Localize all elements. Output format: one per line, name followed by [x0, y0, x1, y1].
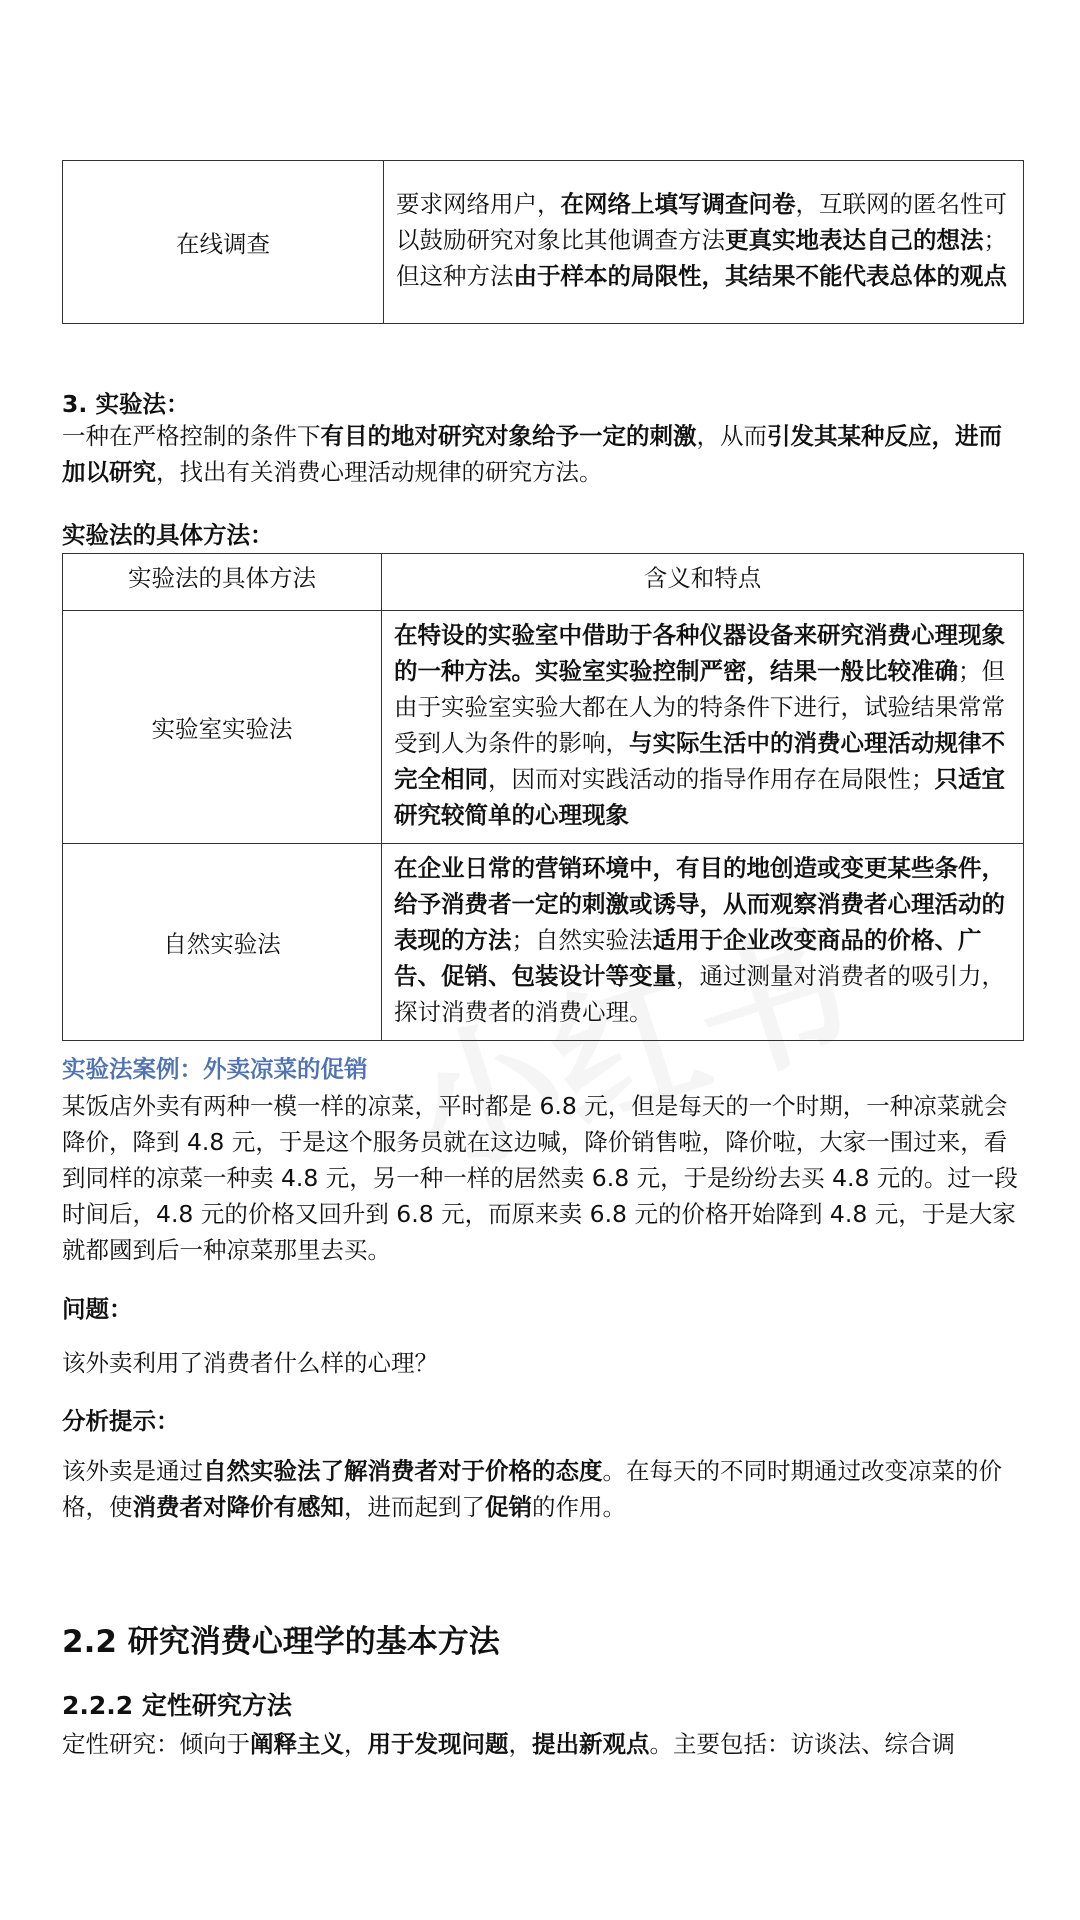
text-run: ，进而起到了 — [344, 1493, 485, 1521]
description-cell — [382, 844, 1024, 1041]
section-heading: 3. 实验法： — [62, 390, 190, 418]
bold-text: 更真实地表达自己的想法 — [725, 226, 984, 254]
text-run: ；但这种方法 — [396, 226, 1007, 290]
bold-text: 促销 — [485, 1493, 532, 1521]
description-cell — [384, 161, 1024, 324]
bold-text: 阐释主义 — [250, 1730, 344, 1758]
text-run: ，通过测量对消费者的吸引力，探讨消费者的消费心理。 — [394, 962, 1005, 1026]
bold-text: 提出新观点 — [532, 1730, 650, 1758]
text-run: ；自然实验法 — [511, 926, 653, 954]
bold-text: 在企业日常的营销环境中，有目的地创造或变更某些条件，给予消费者一定的刺激或诱导，从而观察消费者心理活动的表现的方法 — [394, 854, 1005, 954]
text-run: ，互联网的匿名性可以鼓励研究对象比其他调查方法 — [396, 190, 1007, 254]
text-run: 。主要包括：访谈法、综合调 — [649, 1730, 955, 1758]
method-cell: 实验室实验法 — [63, 611, 382, 844]
text-run: 该外卖是通过 — [62, 1457, 203, 1485]
bold-text: 用于发现问题 — [367, 1730, 509, 1758]
question-label: 问题： — [62, 1295, 133, 1323]
table-row — [63, 161, 1024, 324]
column-header: 含义和特点 — [382, 554, 1024, 611]
section-title: 2.2 研究消费心理学的基本方法 — [62, 1624, 500, 1660]
question-text: 该外卖利用了消费者什么样的心理？ — [62, 1349, 438, 1377]
bold-text: 与实际生活中的消费心理活动规律不完全相同 — [394, 729, 1005, 793]
text-run: 要求网络用户， — [396, 190, 561, 218]
text-run: 的作用。 — [532, 1493, 626, 1521]
method-cell: 自然实验法 — [63, 844, 382, 1041]
text-run: ，因而对实践活动的指导作用存在局限性； — [488, 765, 935, 793]
hint-text — [62, 1453, 1024, 1525]
case-body: 某饭店外卖有两种一模一样的凉菜，平时都是 6.8 元，但是每天的一个时期，一种凉菜就会降价，降到 4.8 元，于是这个服务员就在这边喊，降价销售啦，降价啦，大家一围过来，看到同样的凉菜一种卖 4.8 元，另一种一样的居然卖 6.8 元，于是纷纷去买 4.8 元的。过一段时间后，4.8 元的价格又回升到 6.8 元，而原来卖 6.8 元的价格开始降到 4.8 元，于是大家就都國到后一种凉菜那里去买。 — [62, 1092, 1018, 1264]
text-run: 一种在严格控制的条件下 — [62, 422, 321, 450]
subsection-title: 2.2.2 定性研究方法 — [62, 1691, 292, 1720]
text-run: ，找出有关消费心理活动规律的研究方法。 — [156, 458, 603, 486]
bold-text: 在特设的实验室中借助于各种仪器设备来研究消费心理现象的一种方法。实验室实验控制严密，结果一般比较准确 — [394, 621, 1005, 685]
bold-text: 有目的地对研究对象给予一定的刺激 — [320, 422, 697, 450]
table-row — [63, 844, 1024, 1041]
column-header: 实验法的具体方法 — [63, 554, 382, 611]
text-run: 定性研究：倾向于 — [62, 1730, 250, 1758]
bold-text: 在网络上填写调查问卷 — [560, 190, 796, 218]
section-definition — [62, 418, 1024, 490]
online-survey-table — [62, 160, 1024, 324]
bold-text: 引发其某种反应，进而加以研究 — [62, 422, 1002, 486]
text-run: ，从而 — [696, 422, 767, 450]
bold-text: 由于样本的局限性，其结果不能代表总体的观点 — [513, 262, 1007, 290]
bold-text: 消费者对降价有感知 — [132, 1493, 344, 1521]
table-row — [63, 611, 1024, 844]
experiment-methods-table — [62, 553, 1024, 1041]
text-run: ， — [344, 1730, 368, 1758]
method-cell: 在线调查 — [63, 161, 384, 324]
table-header-row — [63, 554, 1024, 611]
text-run: ， — [508, 1730, 532, 1758]
table-caption: 实验法的具体方法： — [62, 521, 274, 549]
bold-text: 自然实验法了解消费者对于价格的态度 — [203, 1457, 603, 1485]
hint-label: 分析提示： — [62, 1407, 180, 1435]
text-run: ；但由于实验室实验大都在人为的特条件下进行，试验结果常常受到人为条件的影响， — [394, 657, 1005, 757]
case-title: 实验法案例：外卖凉菜的促销 — [62, 1055, 368, 1083]
bold-text: 适用于企业改变商品的价格、广告、促销、包装设计等变量 — [394, 926, 982, 990]
text-run: 。在每天的不同时期通过改变凉菜的价格，使 — [62, 1457, 1002, 1521]
bold-text: 只适宜研究较简单的心理现象 — [394, 765, 1005, 829]
description-cell — [382, 611, 1024, 844]
subsection-body — [62, 1726, 1024, 1762]
